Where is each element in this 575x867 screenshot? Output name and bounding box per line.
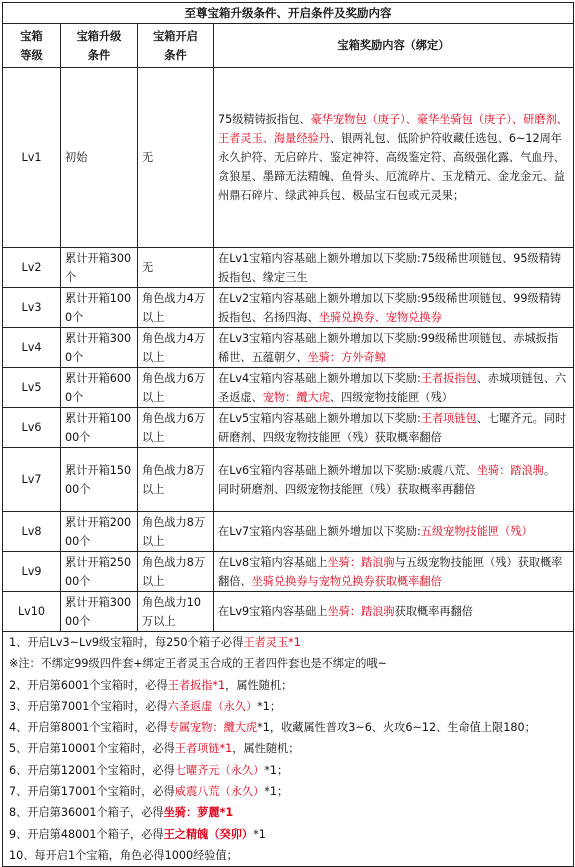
header-open-line1: 宝箱开启 [153,29,198,43]
header-upgrade-line2: 条件 [87,48,111,62]
reward-text: 在Lv5宝箱内容基础上额外增加以下奖励: [218,411,421,425]
reward-text: 在Lv2宝箱内容基础上额外增加以下奖励:95级稀世项链包、99级精铸扳指包、名扬四海、 [218,291,562,324]
table-row [3,328,574,368]
note-line [9,653,567,674]
level-cell: Lv8 [3,512,61,552]
note-text: 王者灵玉*1 [243,636,301,649]
upgrade-condition-cell: 初始 [61,68,138,248]
reward-cell [214,552,574,592]
open-condition-cell: 角色战力8万以上 [138,552,214,592]
header-open-line2: 条件 [164,48,187,62]
notes-cell [3,632,574,867]
note-text: 威震八荒（永久） [174,785,265,799]
note-line [9,760,567,781]
reward-cell [214,408,574,448]
reward-text: 、四级宠物技能匣（残） [329,390,453,404]
header-reward: 宝箱奖励内容（绑定） [214,24,574,68]
note-text: ，属性随机； [232,742,300,756]
reward-text: 坐骑：踏浪驹 [476,463,544,477]
reward-text: 同时研磨剂、四级宠物技能匣（残）获取概率再翻倍 [218,482,476,496]
note-text: 2、开启第6001个宝箱时，必得 [9,678,168,692]
upgrade-condition-cell: 累计开箱1000个 [61,288,138,328]
reward-cell [214,368,574,408]
note-line [9,781,567,802]
note-text: 七曜齐元（永久） [174,763,265,777]
level-cell: Lv6 [3,408,61,448]
note-text: *1； [257,699,282,713]
reward-text: 坐骑：方外奇鲸 [307,350,386,364]
table-row [3,368,574,408]
upgrade-condition-cell: 累计开箱30000个 [61,592,138,632]
reward-text: 、七曜齐元。同时研磨剂、四级宠物技能匣（残）获取概率翻倍 [218,411,567,444]
upgrade-condition-cell: 累计开箱6000个 [61,368,138,408]
reward-text: 王者项链包 [420,411,477,425]
upgrade-condition-cell: 累计开箱10000个 [61,408,138,448]
note-text: *1； [264,785,289,799]
reward-text: 在Lv9宝箱内容基础上 [218,605,328,618]
open-condition-cell: 无 [138,248,214,288]
upgrade-condition-cell: 累计开箱3000个 [61,328,138,368]
header-level-line1: 宝箱 [20,29,43,43]
note-text: ※注：不绑定99级四件套+绑定王者灵玉合成的王者四件套也是不绑定的哦~ [9,657,387,671]
note-text: ，属性随机； [225,678,293,692]
level-cell: Lv7 [3,448,61,512]
table-row [3,552,574,592]
chest-table [2,2,574,867]
note-text: *1； [264,763,289,777]
note-text: 5、开启第10001个宝箱时，必得 [9,742,175,756]
reward-text: 在Lv4宝箱内容基础上额外增加以下奖励: [218,371,421,385]
note-text: 4、开启第8001个宝箱时，必得 [9,721,168,735]
reward-cell [214,592,574,632]
note-text: 1、开启Lv3~Lv9级宝箱时，每250个箱子必得 [9,636,244,649]
note-text: 专属宠物：纜大虎 [167,721,258,735]
header-open [138,24,214,68]
table-row [3,288,574,328]
level-cell: Lv9 [3,552,61,592]
open-condition-cell: 角色战力4万以上 [138,288,214,328]
level-cell: Lv2 [3,248,61,288]
reward-text: 75级精铸扳指包、 [218,113,311,126]
open-condition-cell: 角色战力4万以上 [138,328,214,368]
reward-text: 坐骑兑换券与宠物兑换券获取概率翻倍 [251,574,442,588]
reward-cell [214,248,574,288]
reward-cell [214,328,574,368]
table-row [3,408,574,448]
note-line [9,675,567,696]
upgrade-condition-cell: 累计开箱20000个 [61,512,138,552]
open-condition-cell: 角色战力8万以上 [138,512,214,552]
table-title: 至尊宝箱升级条件、开启条件及奖励内容 [3,3,574,24]
reward-cell [214,512,574,552]
table-row [3,68,574,248]
open-condition-cell: 无 [138,68,214,248]
reward-text: 。 [543,463,556,477]
open-condition-cell: 角色战力6万以上 [138,368,214,408]
reward-text: 与五级宠物技能匣（残）获取概率翻倍、 [218,555,563,588]
level-cell: Lv4 [3,328,61,368]
header-upgrade-line1: 宝箱升级 [76,29,122,43]
note-line [9,845,567,866]
note-line [9,824,567,845]
note-text: 六圣返虚（永久） [167,699,258,713]
reward-text: 坐骑兑换券、宠物兑换券 [318,310,442,324]
reward-text: 王者扳指包 [420,371,477,385]
open-condition-cell: 角色战力6万以上 [138,408,214,448]
reward-text: 在Lv8宝箱内容基础上 [218,555,328,569]
note-text: 3、开启第7001个宝箱时，必得 [9,699,168,713]
note-line [9,632,567,653]
header-level-line2: 等级 [20,48,43,62]
reward-text: 坐骑：踏浪驹 [327,605,395,618]
note-text: 王者项链*1 [174,742,233,756]
reward-text: 在Lv1宝箱内容基础上额外增加以下奖励:75级稀世项链包、95级精铸扳指包、缘定三生 [218,251,562,284]
note-text: 6、开启第12001个宝箱时，必得 [9,763,175,777]
reward-cell [214,288,574,328]
reward-text: 获取概率再翻倍 [394,605,473,618]
open-condition-cell: 角色战力8万以上 [138,448,214,512]
reward-cell [214,68,574,248]
note-text: 8、开启第36001个箱子，必得 [9,806,164,820]
upgrade-condition-cell: 累计开箱15000个 [61,448,138,512]
reward-text: 坐骑：踏浪驹 [327,555,395,569]
upgrade-condition-cell: 累计开箱300个 [61,248,138,288]
note-text: 坐骑：萝麗*1 [163,806,234,820]
note-text: *1，收藏属性普攻3~6、火攻6~12、生命值上限180； [257,721,536,735]
table-row [3,248,574,288]
table-body [3,68,574,632]
level-cell: Lv1 [3,68,61,248]
reward-text: 在Lv3宝箱内容基础上额外增加以下奖励:99级稀世项链包、赤城扳指稀世、五蕴朝夕、 [218,331,559,364]
reward-text: 宠物：纜大虎 [262,390,330,404]
note-line [9,717,567,738]
reward-text: 在Lv6宝箱内容基础上额外增加以下奖励:威震八荒、 [218,463,477,477]
table-row [3,448,574,512]
open-condition-cell: 角色战力10万以上 [138,592,214,632]
note-text: 7、开启第17001个宝箱时，必得 [9,785,175,799]
reward-cell [214,448,574,512]
reward-text: 、赤城项链包、六圣返虚、 [218,371,567,404]
note-line [9,738,567,759]
note-line [9,802,567,823]
table-row [3,592,574,632]
upgrade-condition-cell: 累计开箱25000个 [61,552,138,592]
note-text: 王之精魄（癸卯） [163,827,254,841]
note-text: 10、每开启1个宝箱，角色必得1000经验值； [9,848,238,862]
level-cell: Lv10 [3,592,61,632]
table-row [3,512,574,552]
reward-text: 豪华宠物包（庚子）、豪华坐骑包（庚子）、研磨剂、王者灵玉、海量经验丹 [218,113,568,145]
level-cell: Lv5 [3,368,61,408]
note-line [9,696,567,717]
header-level [3,24,61,68]
header-upgrade [61,24,138,68]
note-text: 王者扳指*1 [167,678,226,692]
note-text: 9、开启第48001个箱子，必得 [9,827,164,841]
reward-text: 在Lv7宝箱内容基础上额外增加以下奖励: [218,525,421,538]
reward-text: 、银两礼包、低阶护符收藏任选包、6~12周年永久护符、无启碎片、鉴定神符、高级鉴定符、高级强化露、气血丹、贪狼星、墨蹄无法精魄、鱼骨头、厄流碎片、玉龙精元、金龙金元、益州鼎石碎片、绿武神兵包、极品宝石包或元灵果； [218,132,565,202]
level-cell: Lv3 [3,288,61,328]
reward-text: 五级宠物技能匣（残） [420,525,533,538]
note-text: *1 [253,827,266,841]
